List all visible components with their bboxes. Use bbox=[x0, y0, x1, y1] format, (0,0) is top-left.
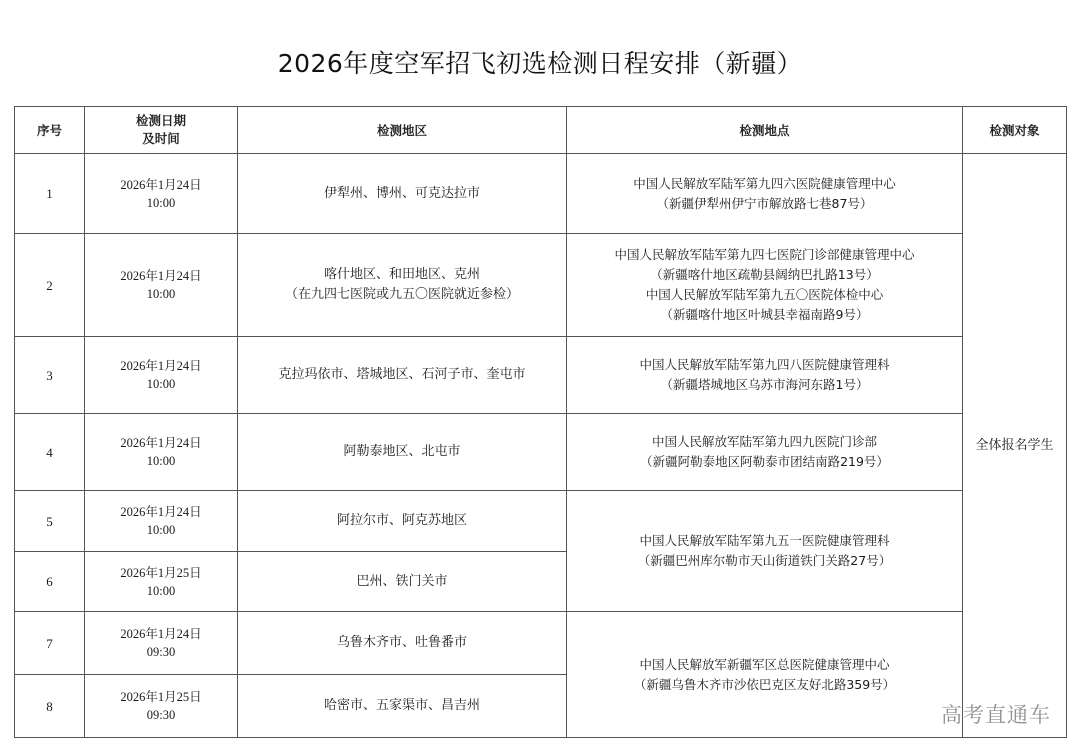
header-target: 检测对象 bbox=[963, 107, 1067, 154]
location-line: （新疆伊犁州伊宁市解放路七巷87号） bbox=[656, 195, 873, 211]
row-time: 09:30 bbox=[146, 645, 176, 659]
row-date-time bbox=[85, 234, 238, 337]
location-line: 中国人民解放军陆军第九四八医院健康管理科 bbox=[639, 357, 890, 372]
region-line: 阿拉尔市、阿克苏地区 bbox=[336, 513, 467, 528]
header-no: 序号 bbox=[15, 107, 85, 154]
table-row bbox=[15, 414, 1067, 491]
page-title: 2026年度空军招飞初选检测日程安排（新疆） bbox=[277, 49, 803, 78]
location-line: 中国人民解放军陆军第九四六医院健康管理中心 bbox=[633, 175, 896, 191]
location-line: 中国人民解放军陆军第九五〇医院体检中心 bbox=[645, 287, 884, 302]
table-row bbox=[15, 612, 1067, 675]
row-region bbox=[238, 234, 567, 337]
location-line: （新疆塔城地区乌苏市海河东路1号） bbox=[660, 377, 869, 392]
table-row bbox=[15, 154, 1067, 234]
row-region bbox=[238, 612, 567, 675]
header-date-line1: 检测日期 bbox=[135, 113, 186, 128]
header-region: 检测地区 bbox=[238, 107, 567, 154]
row-time: 10:00 bbox=[146, 454, 176, 468]
location-line: （新疆喀什地区叶城县幸福南路9号） bbox=[660, 307, 869, 322]
row-location bbox=[567, 337, 963, 414]
row-date-time bbox=[85, 675, 238, 738]
row-date-time bbox=[85, 491, 238, 552]
location-line: （新疆巴州库尔勒市天山街道铁门关路27号） bbox=[637, 553, 892, 568]
region-line: 巴州、铁门关市 bbox=[356, 573, 448, 589]
row-region bbox=[238, 337, 567, 414]
region-line: 阿勒泰地区、北屯市 bbox=[343, 444, 461, 459]
row-number: 5 bbox=[15, 491, 85, 552]
location-line: 中国人民解放军新疆军区总医院健康管理中心 bbox=[639, 656, 890, 672]
row-number: 7 bbox=[15, 612, 85, 675]
location-line: （新疆乌鲁木齐市沙依巴克区友好北路359号） bbox=[633, 676, 896, 692]
row-time: 10:00 bbox=[146, 377, 176, 391]
row-region bbox=[238, 491, 567, 552]
schedule-table bbox=[14, 106, 1067, 738]
row-date: 2026年1月24日 bbox=[120, 627, 202, 641]
table-header-row bbox=[15, 107, 1067, 154]
region-line: 伊犁州、博州、可克达拉市 bbox=[323, 185, 480, 201]
row-date: 2026年1月24日 bbox=[120, 177, 202, 192]
table-row bbox=[15, 337, 1067, 414]
location-line: （新疆阿勒泰地区阿勒泰市团结南路219号） bbox=[640, 454, 889, 469]
region-line: 哈密市、五家渠市、昌吉州 bbox=[323, 698, 480, 713]
row-location bbox=[567, 234, 963, 337]
header-location: 检测地点 bbox=[567, 107, 963, 154]
row-date: 2026年1月24日 bbox=[120, 505, 202, 519]
row-time: 10:00 bbox=[146, 523, 176, 537]
row-date-time bbox=[85, 552, 238, 612]
row-region bbox=[238, 552, 567, 612]
location-line: （新疆喀什地区疏勒县阔纳巴扎路13号） bbox=[650, 267, 879, 282]
location-line: 中国人民解放军陆军第九四七医院门诊部健康管理中心 bbox=[614, 247, 915, 262]
row-region bbox=[238, 675, 567, 738]
row-location bbox=[567, 491, 963, 612]
row-time: 10:00 bbox=[146, 195, 176, 210]
row-number: 8 bbox=[15, 675, 85, 738]
row-date: 2026年1月25日 bbox=[120, 565, 202, 580]
row-time: 09:30 bbox=[146, 708, 176, 722]
row-location bbox=[567, 414, 963, 491]
row-date: 2026年1月25日 bbox=[120, 690, 202, 704]
region-line: 乌鲁木齐市、吐鲁番市 bbox=[336, 635, 467, 650]
row-time: 10:00 bbox=[146, 287, 176, 301]
row-date: 2026年1月24日 bbox=[120, 436, 202, 450]
row-target: 全体报名学生 bbox=[963, 154, 1067, 738]
row-number: 2 bbox=[15, 234, 85, 337]
row-date-time bbox=[85, 414, 238, 491]
row-number: 1 bbox=[15, 154, 85, 234]
row-region bbox=[238, 414, 567, 491]
row-date: 2026年1月24日 bbox=[120, 359, 202, 373]
header-date-time bbox=[85, 107, 238, 154]
table-row bbox=[15, 234, 1067, 337]
watermark: 高考直通车 bbox=[941, 703, 1051, 727]
row-number: 3 bbox=[15, 337, 85, 414]
location-line: 中国人民解放军陆军第九四九医院门诊部 bbox=[651, 434, 877, 449]
row-location bbox=[567, 154, 963, 234]
row-location bbox=[567, 612, 963, 738]
row-date-time bbox=[85, 154, 238, 234]
region-note: （在九四七医院或九五〇医院就近参检） bbox=[284, 287, 519, 302]
row-date-time bbox=[85, 337, 238, 414]
row-date-time bbox=[85, 612, 238, 675]
location-line: 中国人民解放军陆军第九五一医院健康管理科 bbox=[639, 533, 890, 548]
row-number: 4 bbox=[15, 414, 85, 491]
row-region bbox=[238, 154, 567, 234]
row-time: 10:00 bbox=[146, 583, 176, 598]
table-row bbox=[15, 491, 1067, 552]
row-date: 2026年1月24日 bbox=[120, 269, 202, 283]
row-number: 6 bbox=[15, 552, 85, 612]
header-date-line2: 及时间 bbox=[142, 131, 180, 146]
region-line: 克拉玛依市、塔城地区、石河子市、奎屯市 bbox=[278, 367, 526, 382]
region-line: 喀什地区、和田地区、克州 bbox=[323, 267, 480, 282]
